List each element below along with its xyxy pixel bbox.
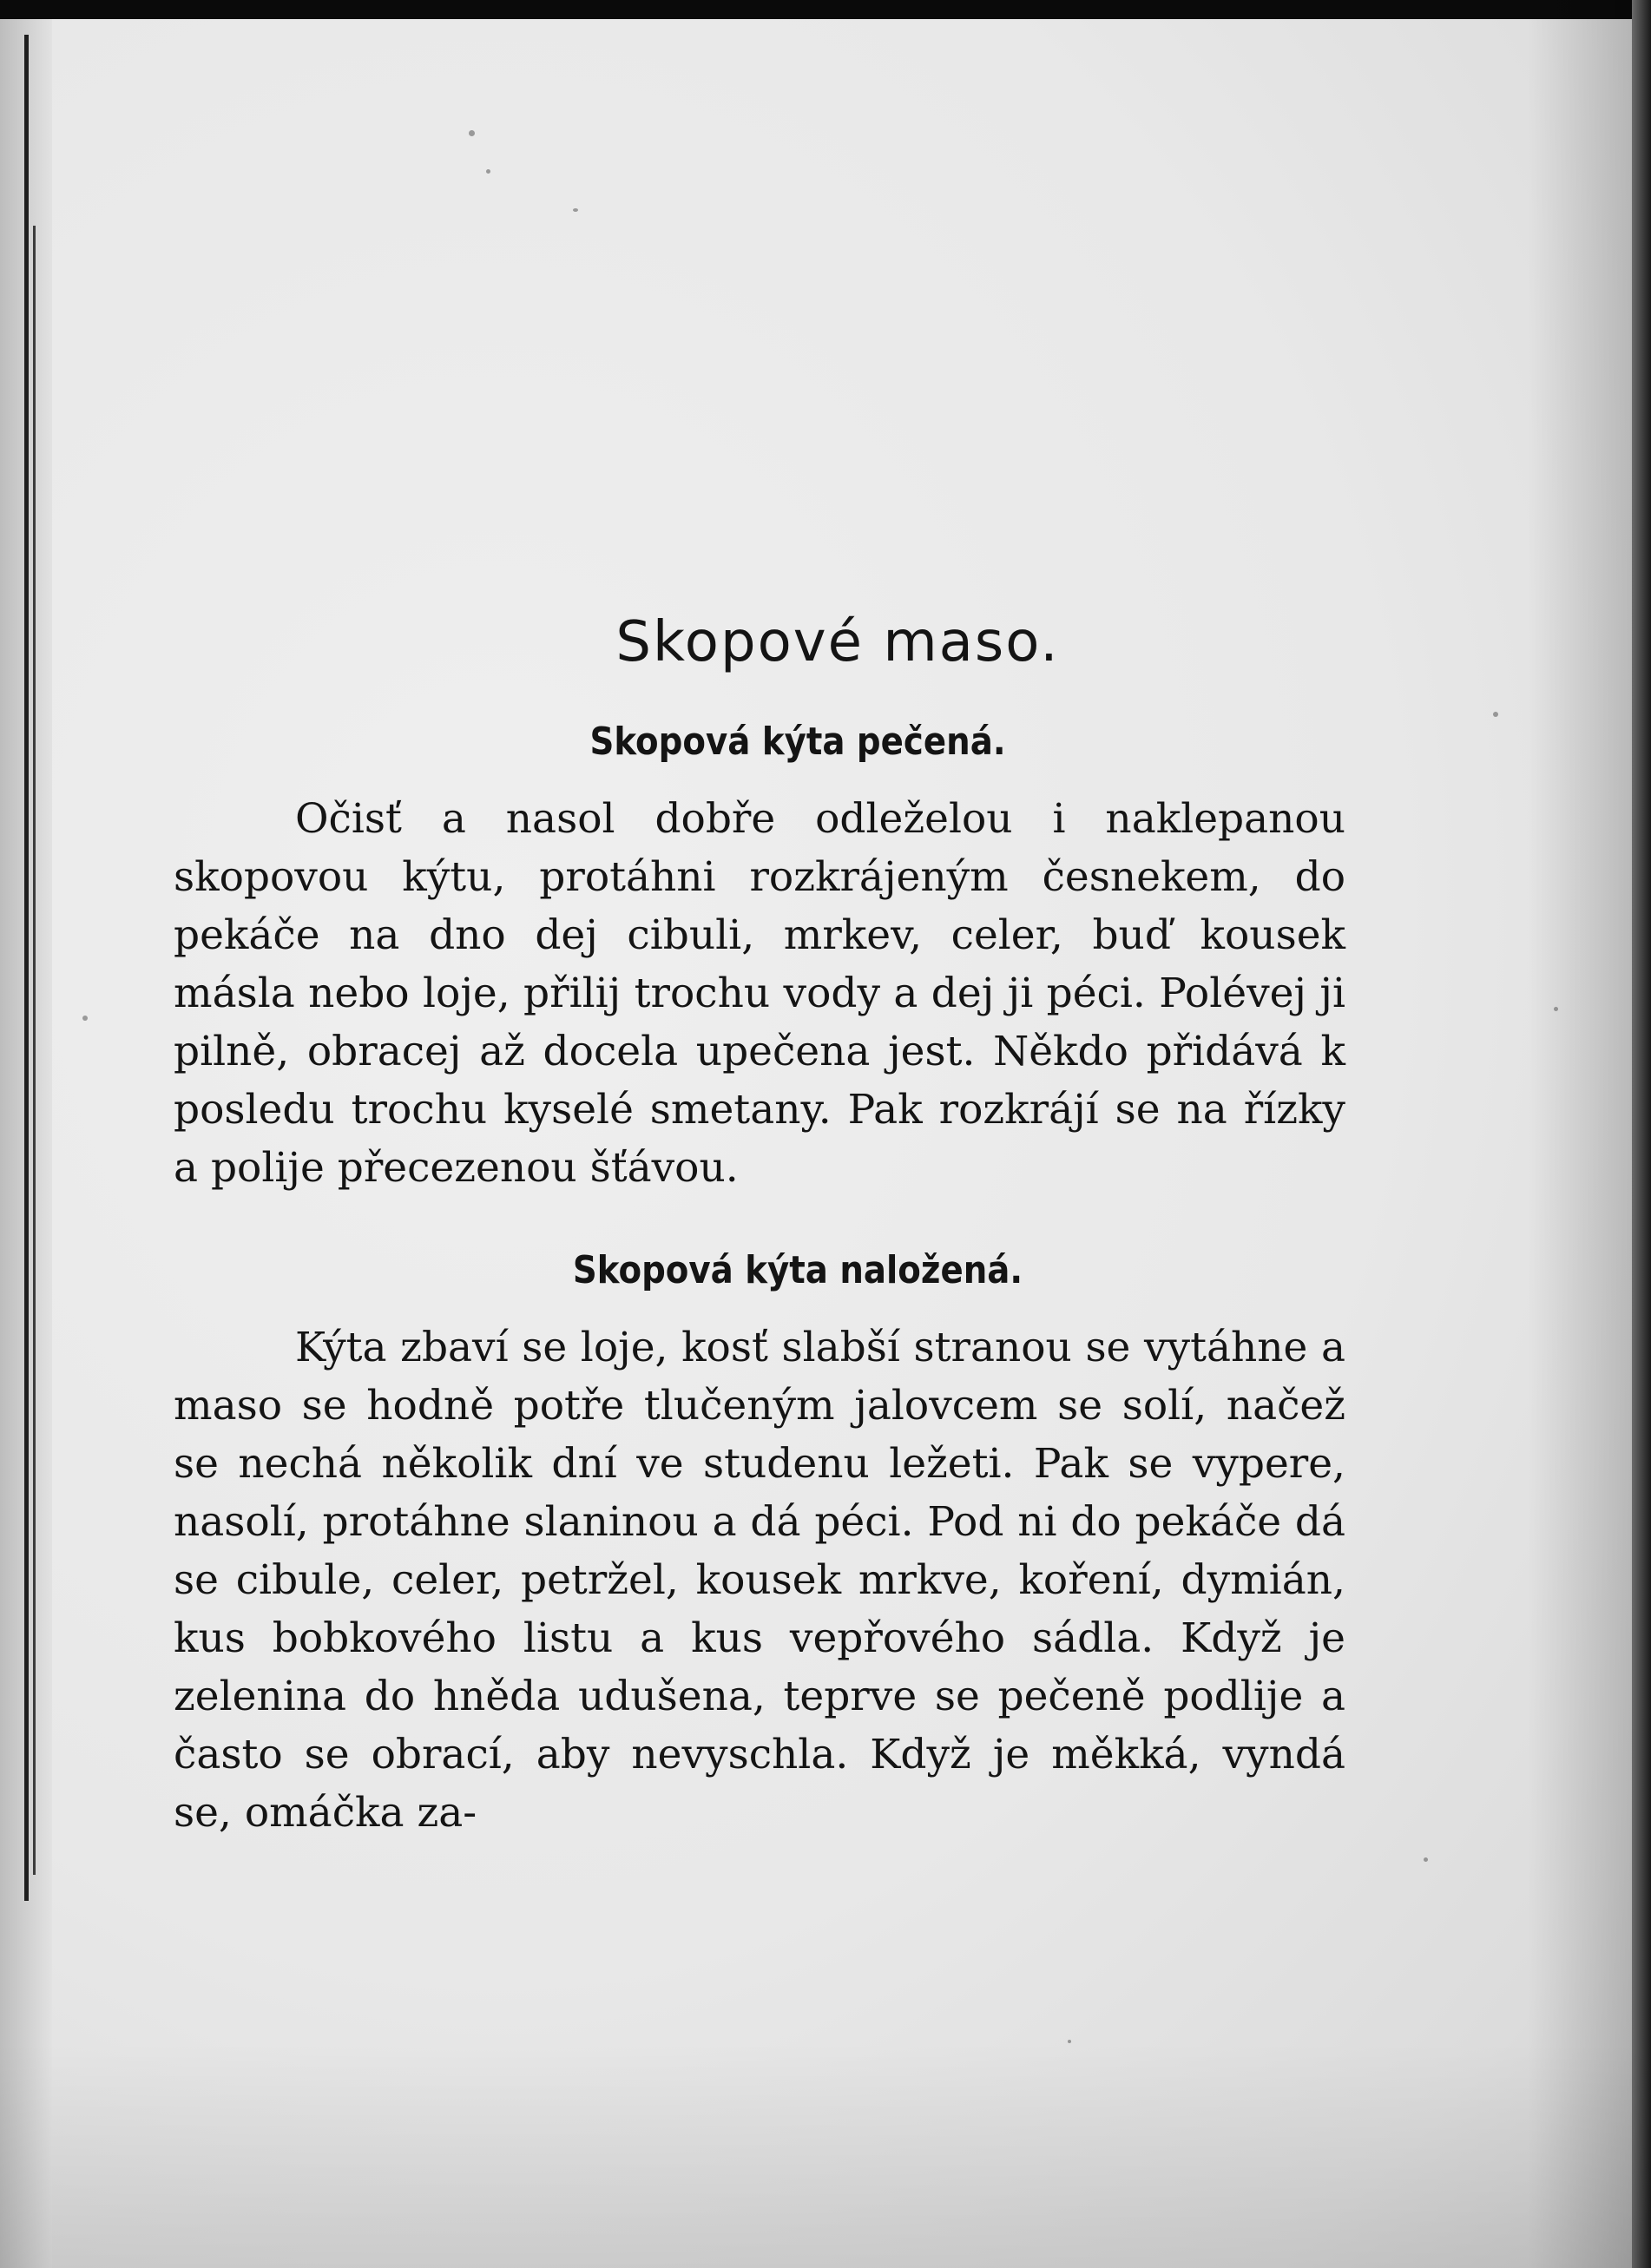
scan-speck xyxy=(573,208,578,212)
scan-top-border xyxy=(0,0,1651,19)
section-title-kyta-pecena: Skopová kýta pečená. xyxy=(589,720,1006,764)
scan-speck xyxy=(1554,1007,1558,1011)
scan-speck xyxy=(486,169,490,174)
scan-speck xyxy=(1424,1857,1428,1862)
scan-speck xyxy=(82,1016,88,1021)
binding-line-inner xyxy=(33,226,36,1875)
scan-speck xyxy=(469,130,475,136)
page-bottom-shadow xyxy=(0,2042,1651,2268)
section-text-kyta-pecena: Očisť a nasol dobře odleželou i naklepanou skopovou kýtu, protáhni rozkrájeným česnekem, do pekáče na dno dej cibuli, mrkev, celer, buď kousek másla nebo loje, přilij trochu vody a dej ji péci. Polévej ji pilně, obracej až docela upečena jest. Někdo přidává k posledu trochu kyselé smetany. Pak rozkrájí se na řízky a polije přecezenou šťávou. xyxy=(174,795,1345,1192)
page-content xyxy=(174,608,1345,1842)
scan-speck xyxy=(1068,2040,1071,2043)
binding-line xyxy=(24,35,29,1901)
scan-speck xyxy=(1493,712,1498,717)
section-title-kyta-nalozena: Skopová kýta naložená. xyxy=(572,1248,1023,1292)
chapter-title: Skopové maso. xyxy=(615,610,1060,674)
page-right-shadow xyxy=(1528,0,1632,2268)
scan-right-border xyxy=(1632,0,1651,2268)
section-text-kyta-nalozena: Kýta zbaví se loje, kosť slabší stranou se vytáhne a maso se hodně potře tlučeným jalovcem se solí, načež se nechá několik dní ve studenu ležeti. Pak se vypere, nasolí, protáhne slaninou a dá péci. Pod ni do pekáče dá se cibule, celer, petržel, kousek mrkve, koření, dymián, kus bobkového listu a kus vepřového sádla. Když je zelenina do hněda udušena, teprve se pečeně podlije a často se obrací, aby nevyschla. Když je měkká, vyndá se, omáčka za- xyxy=(174,1324,1345,1837)
